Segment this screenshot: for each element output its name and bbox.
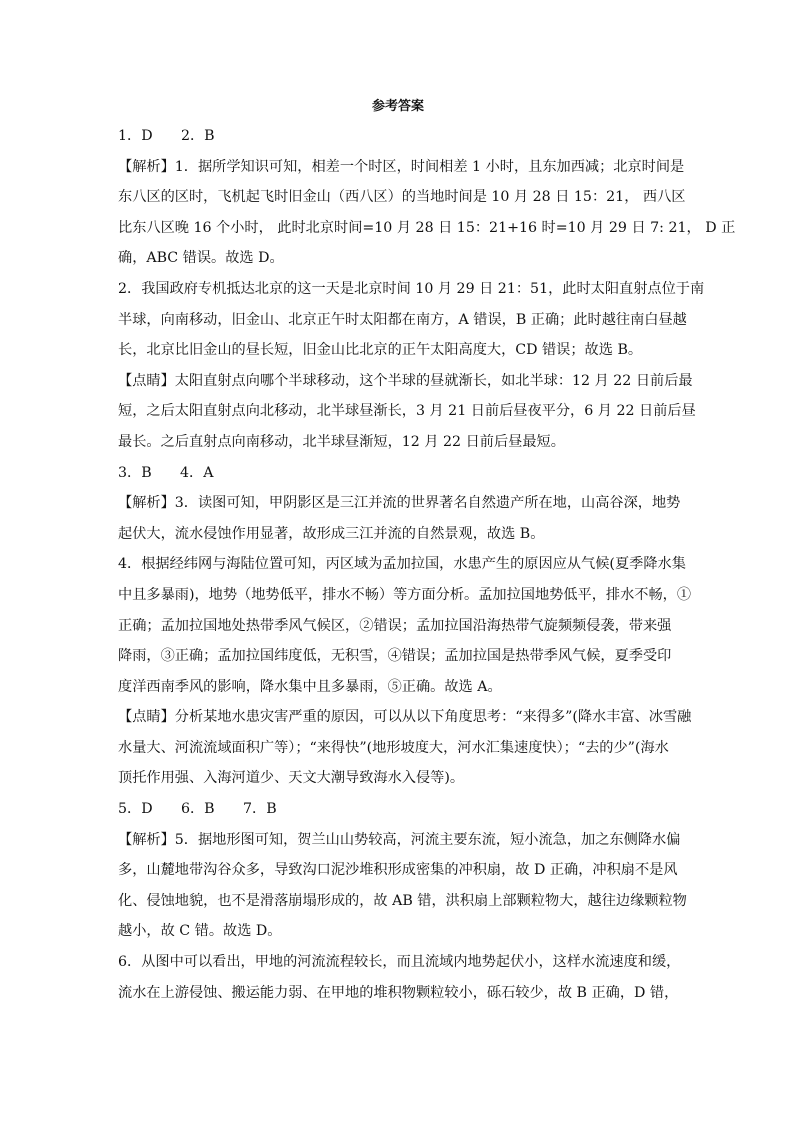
text-line: 化、侵蚀地貌，也不是滑落崩塌形成的，故 AB 错，洪积扇上部颗粒物大，越往边缘颗粒物 [118, 892, 687, 909]
text-line: 半球，向南移动，旧金山、北京正午时太阳都在南方，A 错误，B 正确；此时越往南白昼越 [118, 311, 687, 328]
text-line: 4．根据经纬网与海陆位置可知，丙区域为孟加拉国，水患产生的原因应从气候(夏季降水集 [118, 556, 686, 573]
text-line: 水量大、河流流域面积广等）；“来得快”(地形坡度大，河水汇集速度快）；“去的少”(海水 [118, 739, 669, 756]
text-line: 【解析】3．读图可知，甲阴影区是三江并流的世界著名自然遗产所在地，山高谷深，地势 [118, 495, 681, 512]
text-line: 6．从图中可以看出，甲地的河流流程较长，而且流域内地势起伏小，这样水流速度和缓， [118, 954, 681, 971]
text-line: 多，山麓地带沟谷众多，导致沟口泥沙堆积形成密集的冲积扇，故 D 正确，冲积扇不是风 [118, 862, 678, 879]
text-line: 顶托作用强、入海河道少、天文大潮导致海水入侵等)。 [118, 770, 465, 787]
text-line: 东八区的区时，飞机起飞时旧金山（西八区）的当地时间是 10 月 28 日 15：21， 西八区 [118, 189, 686, 206]
text-line: 确，ABC 错误。故选 D。 [118, 250, 284, 267]
text-line: 长，北京比旧金山的昼长短，旧金山比北京的正午太阳高度大，CD 错误；故选 B。 [118, 342, 643, 359]
text-line: 【解析】5．据地形图可知，贺兰山山势较高，河流主要东流，短小流急，加之东侧降水偏 [118, 831, 681, 848]
text-line: 度洋西南季风的影响，降水集中且多暴雨，⑤正确。故选 A。 [118, 678, 502, 695]
text-line: 起伏大，流水侵蚀作用显著，故形成三江并流的自然景观，故选 B。 [118, 525, 545, 542]
answer-document [118, 95, 736, 1008]
text-line: 正确；孟加拉国地处热带季风气候区，②错误；孟加拉国沿海热带气旋频频侵袭，带来强 [118, 617, 672, 634]
text-line: 【点睛】分析某地水患灾害严重的原因，可以从以下角度思考：“来得多”(降水丰富、冰雪融 [118, 709, 692, 726]
text-line: 中且多暴雨)，地势（地势低平，排水不畅）等方面分析。孟加拉国地势低平，排水不畅，① [118, 586, 692, 603]
text-line: 5．D 6．B 7．B [118, 801, 277, 818]
page-title: 参考答案 [371, 99, 424, 114]
text-line: 3．B 4．A [118, 464, 214, 481]
text-line: 【点睛】太阳直射点向哪个半球移动，这个半球的昼就渐长，如北半球：12 月 22 日前后最 [118, 372, 693, 389]
text-line: 流水在上游侵蚀、搬运能力弱、在甲地的堆积物颗粒较小，砾石较少，故 B 正确，D 错， [118, 984, 679, 1001]
text-line: 越小，故 C 错。故选 D。 [118, 923, 282, 940]
text-line: 短，之后太阳直射点向北移动，北半球昼渐长，3 月 21 日前后昼夜平分，6 月 22 日前后昼 [118, 403, 696, 420]
text-line: 最长。之后直射点向南移动，北半球昼渐短，12 月 22 日前后昼最短。 [118, 433, 565, 450]
text-line: 1．D 2．B [118, 128, 215, 144]
text-line: 降雨，③正确；孟加拉国纬度低，无积雪，④错误；孟加拉国是热带季风气候，夏季受印 [118, 648, 672, 665]
text-line: 2．我国政府专机抵达北京的这一天是北京时间 10 月 29 日 21：51，此时太阳直射点位于南 [118, 280, 705, 297]
text-line: 【解析】1．据所学知识可知，相差一个时区，时间相差 1 小时，且东加西减；北京时间是 [118, 158, 685, 175]
text-line: 比东八区晚 16 个小时， 此时北京时间=10 月 28 日 15：21+16 时=10 月 29 日 7: 21， D 正 [118, 219, 736, 236]
